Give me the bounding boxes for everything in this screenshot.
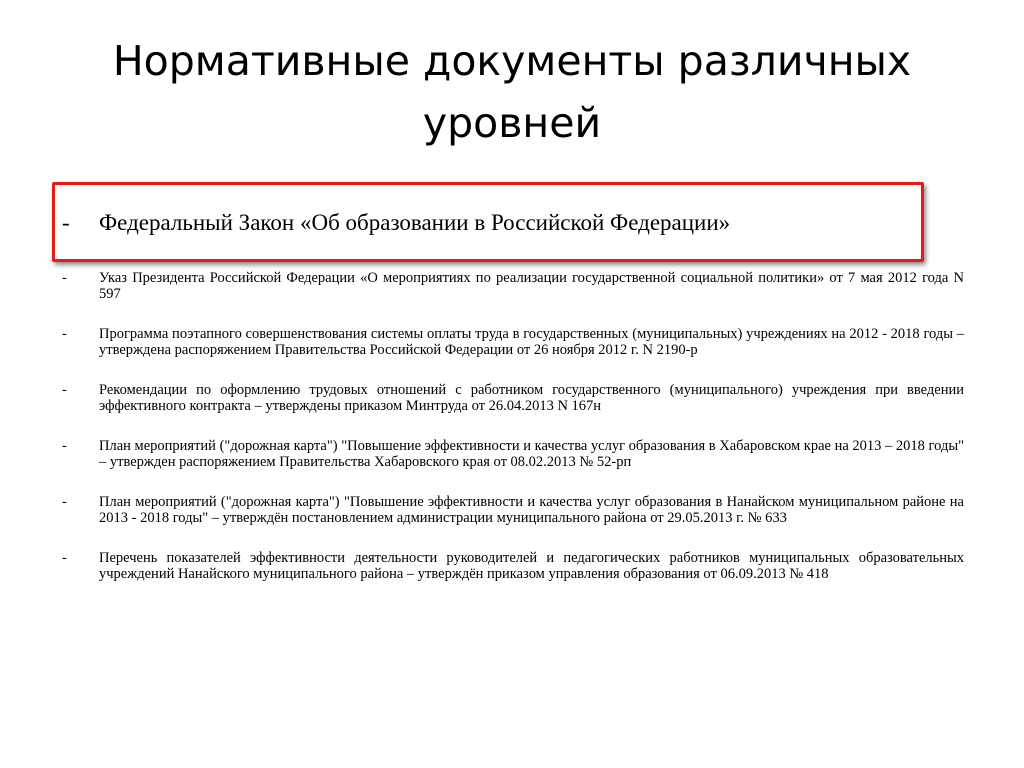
list-item-text: Указ Президента Российской Федерации «О мероприятиях по реализации государственной социальной политики» от 7 мая 2012 года N 597 (99, 270, 964, 302)
slide-title: Нормативные документы различных уровней (112, 37, 912, 147)
list-item-text: План мероприятий ("дорожная карта") "Повышение эффективности и качества услуг образования в Хабаровском крае на 2013 – 2018 годы" – утвержден распоряжением Правительства Хабаровского края от 08.02.2013 № 52-рп (99, 438, 964, 470)
list-item-text: Перечень показателей эффективности деятельности руководителей и педагогических работников муниципальных образовательных учреждений Нанайского муниципального района – утверждён приказом управления образования от 06.09.2013 № 418 (99, 550, 964, 582)
highlighted-item-text: Федеральный Закон «Об образовании в Российской Федерации» (99, 210, 731, 235)
bullet-dash: - (62, 438, 67, 454)
list-item (62, 382, 964, 414)
bullet-dash: - (62, 326, 67, 342)
list-item-text: План мероприятий ("дорожная карта") "Повышение эффективности и качества услуг образования в Нанайском муниципальном районе на 2013 - 2018 годы" – утверждён постановлением администрации муниципального района от 29.05.2013 г. № 633 (99, 494, 964, 526)
bullet-dash: - (62, 494, 67, 510)
list-item-text: Рекомендации по оформлению трудовых отношений с работником государственного (муниципального) учреждения при введении эффективного контракта – утверждены приказом Минтруда от 26.04.2013 N 167н (99, 382, 964, 414)
bullet-dash: - (62, 550, 67, 566)
list-item (62, 494, 964, 526)
list-item (62, 438, 964, 470)
list-item (62, 550, 964, 582)
bullet-dash: - (62, 210, 70, 235)
list-item (62, 326, 964, 358)
document-list (62, 270, 964, 606)
list-item (62, 270, 964, 302)
bullet-dash: - (62, 270, 67, 286)
bullet-dash: - (62, 382, 67, 398)
list-item-text: Программа поэтапного совершенствования системы оплаты труда в государственных (муниципальных) учреждениях на 2012 - 2018 годы – утверждена распоряжением Правительства Российской Федерации от 26 ноября 2012 г. N 2190-р (99, 326, 964, 358)
